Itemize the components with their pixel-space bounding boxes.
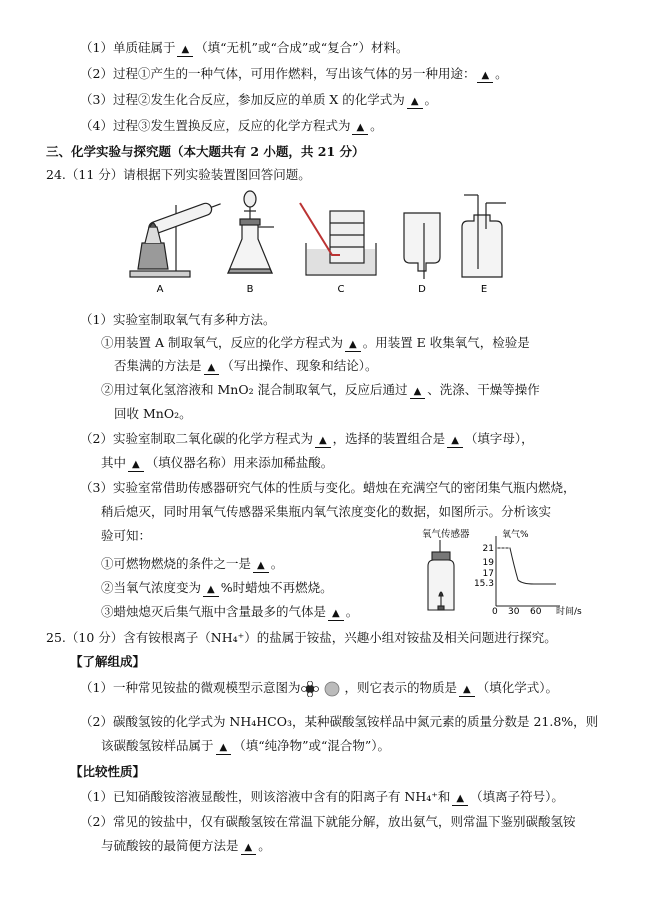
graph-ylabel: 氧气% (502, 530, 529, 540)
apparatus-b (228, 191, 274, 273)
xtick-60: 60 (530, 607, 542, 616)
answer-blank: ▲ (315, 432, 331, 448)
q25-part2-text: 该碳酸氢铵样品属于 (101, 738, 214, 753)
q23-part2-text: （2）过程①产生的一种气体，可用作燃料，写出该气体的另一种用途： (80, 66, 476, 81)
q25-part1-text: （1）一种常见铵盐的微观模型示意图为 (80, 680, 301, 695)
q23-part2-tail: 。 (495, 66, 508, 81)
answer-blank: ▲ (203, 581, 219, 597)
apparatus-a (130, 198, 223, 277)
q23-part4 (80, 118, 383, 135)
q25-part1 (80, 680, 558, 697)
answer-blank: ▲ (352, 119, 368, 135)
q23-part3-tail: 。 (424, 92, 438, 107)
q24-part3b (101, 580, 333, 597)
section-3-title: 三、化学实验与探究题（本大题共有 2 小题，共 21 分） (46, 144, 365, 159)
q24-part3c-text: ③蜡烛熄灭后集气瓶中含量最多的气体是 (101, 604, 327, 619)
apparatus-c-label: C (337, 284, 345, 295)
oxygen-curve (496, 548, 556, 584)
q24-part3a-tail: 。 (270, 556, 284, 571)
q24-part1a-cont-tail: （写出操作、现象和结论）。 (221, 358, 378, 373)
graph-xlabel: 时间/s (556, 607, 582, 616)
q24-part2-mid: ，选择的装置组合是 (332, 431, 446, 446)
q25-part2-tail: （填“纯净物”或“混合物”）。 (233, 738, 391, 753)
ytick-21: 21 (482, 544, 494, 554)
q23-part2 (80, 66, 508, 83)
ytick-17: 17 (482, 569, 494, 579)
q23-part1-text: （1）单质硅属于 (80, 40, 176, 55)
q24-part1b (101, 382, 540, 399)
apparatus-d (404, 213, 440, 279)
q24-part2-tail: （填字母）， (464, 431, 534, 446)
q24-part1a-cont (114, 358, 377, 375)
answer-blank: ▲ (459, 681, 475, 697)
ytick-19: 19 (482, 558, 494, 568)
answer-blank: ▲ (345, 336, 361, 352)
q23-part1-tail: （填“无机”或“合成”或“复合”）材料。 (195, 40, 409, 55)
q25-part2-line1: （2）碳酸氢铵的化学式为 NH₄HCO₃，某种碳酸氢铵样品中氮元素的质量分数是 21.8%，则 (80, 714, 599, 729)
answer-blank: ▲ (410, 383, 426, 399)
lab-apparatus-figure (128, 183, 528, 295)
q24-part1b-text: ②用过氧化氢溶液和 MnO₂ 混合制取氧气，反应后通过 (101, 382, 408, 397)
oxygen-graph (474, 528, 582, 616)
apparatus-c (300, 203, 376, 275)
apparatus-e-label: E (480, 284, 488, 295)
apparatus-b-label: B (246, 284, 254, 295)
q24-part2-cont-text: 其中 (101, 455, 127, 470)
xtick-0: 0 (492, 607, 498, 616)
q25-stem: 25.（10 分）含有铵根离子（NH₄⁺）的盐属于铵盐，兴趣小组对铵盐及相关问题进行探究。 (46, 630, 557, 645)
q23-part3-text: （3）过程②发生化合反应，参加反应的单质 X 的化学式为 (80, 92, 405, 107)
ammonium-salt-model-icon (300, 681, 344, 697)
answer-blank: ▲ (216, 739, 232, 755)
oxygen-sensor-figure (410, 526, 596, 616)
q25-part1-mid: ，则它表示的物质是 (344, 680, 457, 695)
sealed-gas-jar (428, 540, 454, 610)
q25-heading-composition: 【了解组成】 (70, 654, 146, 669)
answer-blank: ▲ (447, 432, 463, 448)
q24-part1a-tail: 。用装置 E 收集氧气，检验是 (362, 335, 530, 350)
answer-blank: ▲ (253, 557, 269, 573)
sensor-label: 氧气传感器 (422, 529, 470, 540)
answer-blank: ▲ (128, 456, 144, 472)
q23-part4-tail: 。 (370, 118, 383, 133)
q23-part3 (80, 92, 437, 109)
q24-part1a-cont-text: 否集满的方法是 (114, 358, 202, 373)
q24-part3a-text: ①可燃物燃烧的条件之一是 (101, 556, 252, 571)
q25-part3-text: （1）已知硝酸铵溶液显酸性，则该溶液中含有的阳离子有 NH₄⁺和 (80, 789, 451, 804)
q25-part4-line1: （2）常见的铵盐中，仅有碳酸氢铵在常温下就能分解，放出氨气，则常温下鉴别碳酸氢铵 (80, 814, 576, 829)
q25-part4-tail: 。 (258, 838, 271, 853)
q24-part3b-text: ②当氧气浓度变为 (101, 580, 202, 595)
q25-part3 (80, 789, 564, 806)
q24-part2-cont (101, 455, 333, 472)
q25-part2 (101, 738, 390, 755)
q25-part1-tail: （填化学式）。 (476, 680, 558, 695)
q24-stem: 24.（11 分）请根据下列实验装置图回答问题。 (46, 167, 311, 182)
q24-part3-line3: 验可知： (101, 528, 152, 543)
q25-part4-text: 与硫酸铵的最简便方法是 (101, 838, 239, 853)
q24-part1a-text: ①用装置 A 制取氧气，反应的化学方程式为 (101, 335, 343, 350)
answer-blank: ▲ (477, 67, 493, 83)
q25-heading-properties: 【比较性质】 (70, 764, 146, 779)
q24-part1-title: （1）实验室制取氧气有多种方法。 (80, 312, 276, 327)
q24-part2 (80, 431, 534, 448)
q24-part1b-cont: 回收 MnO₂。 (114, 406, 192, 421)
q24-part1a (101, 335, 530, 352)
q24-part3a (101, 556, 283, 573)
q25-part3-tail: （填离子符号）。 (470, 789, 564, 804)
q24-part2-cont-tail: （填仪器名称）用来添加稀盐酸。 (145, 455, 334, 470)
apparatus-d-label: D (418, 284, 426, 295)
answer-blank: ▲ (328, 605, 344, 621)
apparatus-e (462, 195, 506, 277)
answer-blank: ▲ (452, 790, 468, 806)
answer-blank: ▲ (241, 839, 257, 855)
q23-part4-text: （4）过程③发生置换反应，反应的化学方程式为 (80, 118, 351, 133)
apparatus-a-label: A (156, 284, 164, 295)
answer-blank: ▲ (177, 41, 193, 57)
ytick-15-3: 15.3 (473, 579, 494, 589)
answer-blank: ▲ (407, 93, 423, 109)
q23-part1 (80, 40, 409, 57)
q24-part3c (101, 604, 358, 621)
q24-part1b-tail: 、洗涤、干燥等操作 (427, 382, 540, 397)
q24-part3c-tail: 。 (345, 604, 359, 619)
xtick-30: 30 (508, 607, 520, 616)
q24-part3-line2: 稍后熄灭，同时用氧气传感器采集瓶内氧气浓度变化的数据，如图所示。分析该实 (101, 504, 552, 519)
q24-part3-line1: （3）实验室常借助传感器研究气体的性质与变化。蜡烛在充满空气的密闭集气瓶内燃烧， (80, 480, 576, 495)
answer-blank: ▲ (204, 359, 220, 375)
q24-part3b-tail: %时蜡烛不再燃烧。 (220, 580, 333, 595)
q24-part2-text: （2）实验室制取二氧化碳的化学方程式为 (80, 431, 313, 446)
q25-part4 (101, 838, 271, 855)
